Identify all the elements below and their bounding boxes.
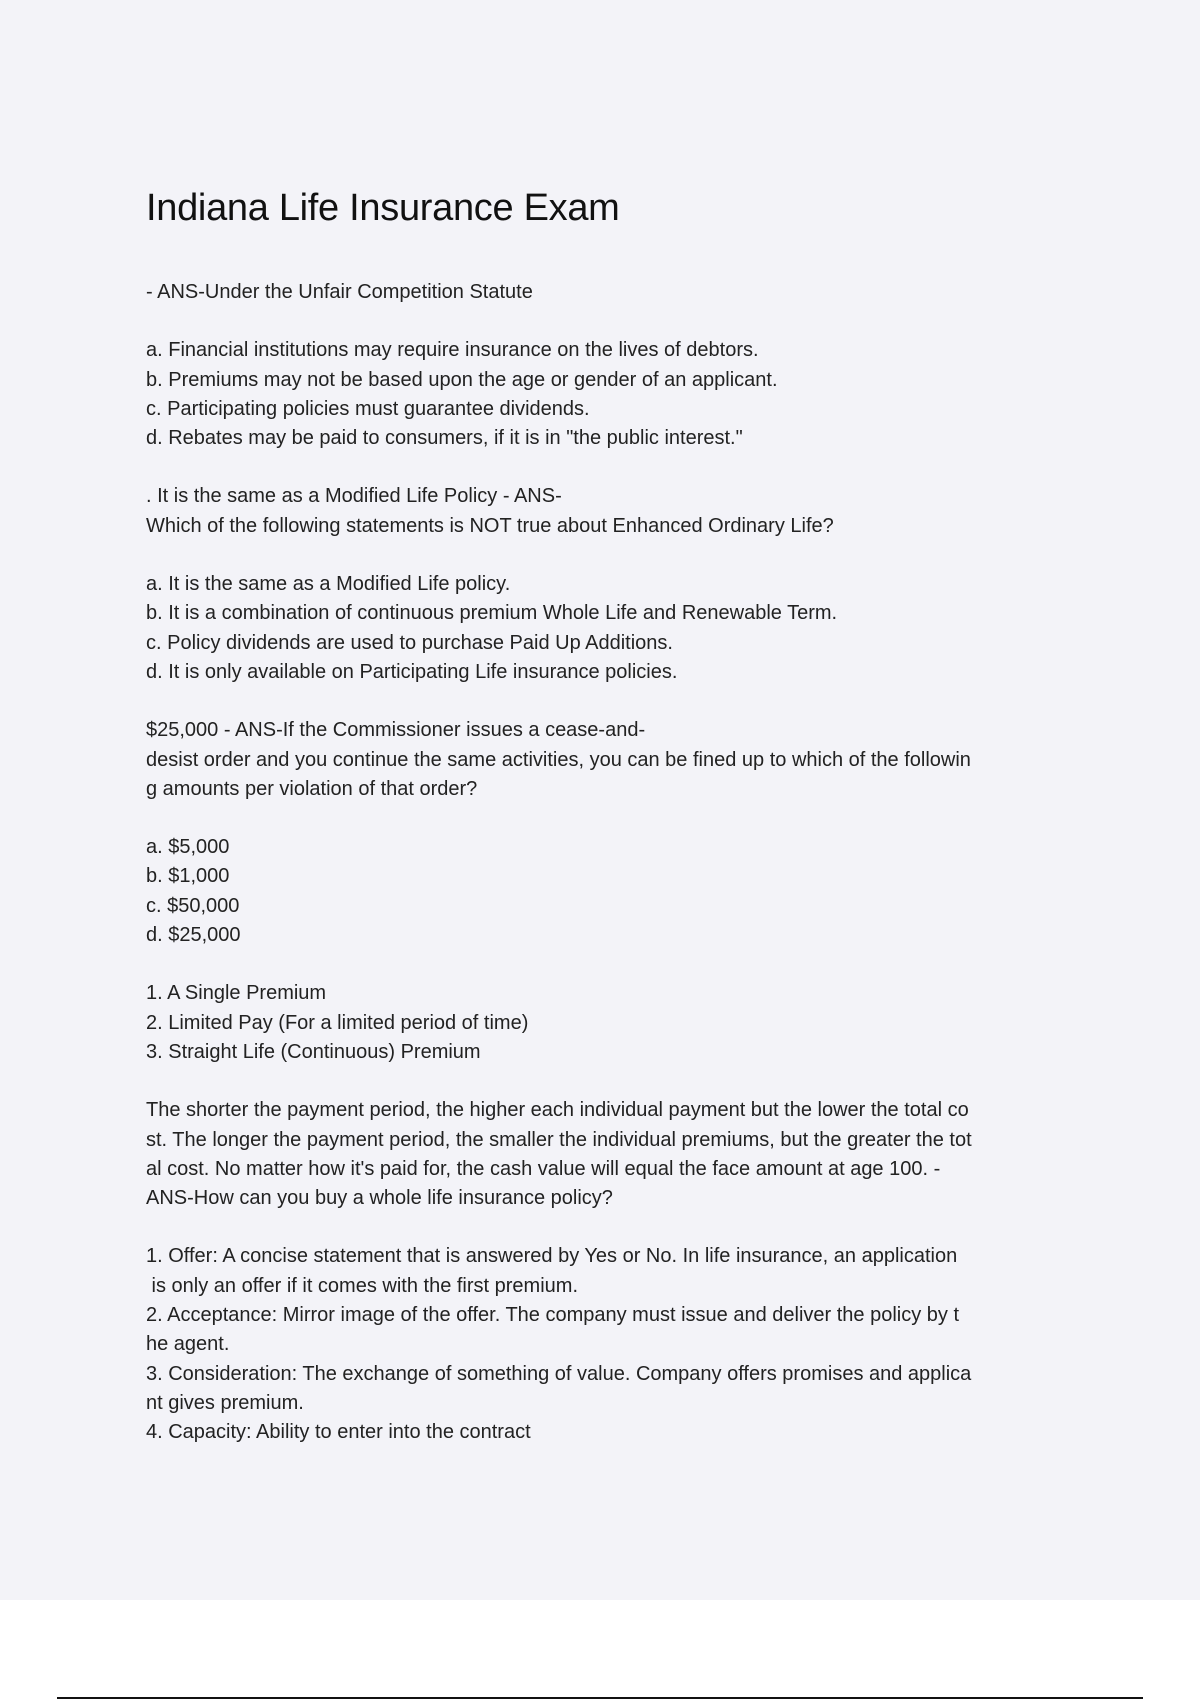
- text-line: st. The longer the payment period, the smaller the individual premiums, but the greater the tot: [146, 1128, 972, 1151]
- text-line: ANS-How can you buy a whole life insurance policy?: [146, 1187, 613, 1210]
- option-line: d. It is only available on Participating Life insurance policies.: [146, 660, 678, 683]
- text-block: [146, 278, 1096, 307]
- list-item: 2. Limited Pay (For a limited period of time): [146, 1011, 529, 1034]
- option-line: b. It is a combination of continuous premium Whole Life and Renewable Term.: [146, 602, 838, 625]
- option-line: a. $5,000: [146, 836, 230, 859]
- option-line: a. Financial institutions may require insurance on the lives of debtors.: [146, 339, 759, 362]
- option-line: d. Rebates may be paid to consumers, if it is in "the public interest.": [146, 427, 743, 450]
- question-block: [146, 482, 1096, 541]
- list-item: 4. Capacity: Ability to enter into the contract: [146, 1421, 531, 1444]
- list-item: he agent.: [146, 1333, 230, 1356]
- list-item: nt gives premium.: [146, 1391, 304, 1414]
- option-line: c. Policy dividends are used to purchase Paid Up Additions.: [146, 631, 673, 654]
- text-line: The shorter the payment period, the higher each individual payment but the lower the total co: [146, 1099, 969, 1122]
- option-line: b. Premiums may not be based upon the age or gender of an applicant.: [146, 368, 778, 391]
- numbered-list: [146, 1242, 1096, 1447]
- bottom-divider: [57, 1697, 1143, 1699]
- text-line: $25,000 - ANS-If the Commissioner issues a cease-and-: [146, 719, 646, 742]
- list-item: 3. Consideration: The exchange of something of value. Company offers promises and applica: [146, 1362, 972, 1385]
- document-content: [146, 182, 1096, 1477]
- option-line: b. $1,000: [146, 865, 230, 888]
- answer-options: [146, 570, 1096, 687]
- text-line: al cost. No matter how it's paid for, the cash value will equal the face amount at age 100. -: [146, 1157, 941, 1180]
- text-line: - ANS-Under the Unfair Competition Statute: [146, 281, 533, 303]
- list-item: 1. Offer: A concise statement that is answered by Yes or No. In life insurance, an application: [146, 1245, 958, 1268]
- list-item: 1. A Single Premium: [146, 982, 327, 1005]
- answer-options: [146, 833, 1096, 950]
- list-item: 2. Acceptance: Mirror image of the offer. The company must issue and deliver the policy by t: [146, 1304, 960, 1327]
- option-line: a. It is the same as a Modified Life policy.: [146, 573, 511, 596]
- text-line: g amounts per violation of that order?: [146, 777, 478, 800]
- paragraph: [146, 1096, 1096, 1213]
- text-line: Which of the following statements is NOT true about Enhanced Ordinary Life?: [146, 514, 834, 537]
- option-line: d. $25,000: [146, 924, 241, 947]
- document-title: Indiana Life Insurance Exam: [146, 187, 620, 229]
- list-item: is only an offer if it comes with the first premium.: [146, 1274, 579, 1297]
- option-line: c. Participating policies must guarantee dividends.: [146, 397, 590, 420]
- question-block: [146, 716, 1096, 804]
- option-line: c. $50,000: [146, 894, 240, 917]
- numbered-list: [146, 979, 1096, 1067]
- text-line: . It is the same as a Modified Life Policy - ANS-: [146, 485, 562, 508]
- text-line: desist order and you continue the same activities, you can be fined up to which of the followin: [146, 748, 971, 771]
- answer-options: [146, 336, 1096, 453]
- list-item: 3. Straight Life (Continuous) Premium: [146, 1040, 481, 1063]
